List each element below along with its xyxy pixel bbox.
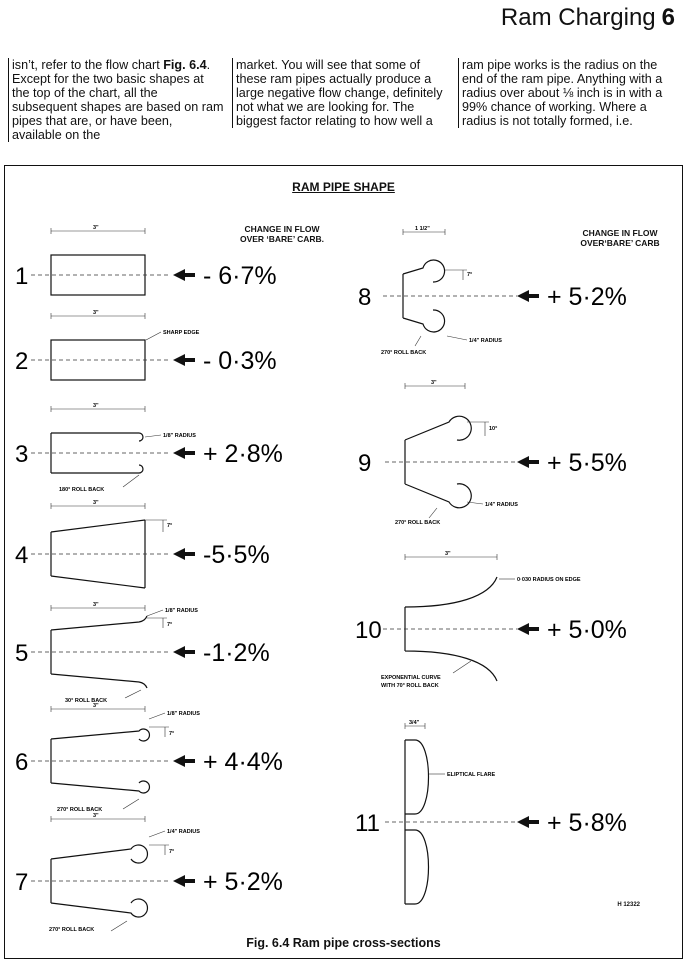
shape-7-angle-mark [149, 845, 169, 855]
shape-7-outline [51, 845, 147, 917]
shape-3-arrow [173, 447, 195, 459]
shape-7-number: 7 [15, 869, 29, 896]
shape-6-flow-change: + 4·4% [203, 748, 283, 776]
column-header-right: CHANGE IN FLOW OVER‘BARE’ CARB [580, 228, 660, 248]
shape-1-dimension-label: 3" [93, 225, 99, 231]
shape-5-leader-rollback [125, 690, 141, 698]
shape-5-label-radius: 1/8" RADIUS [165, 608, 198, 614]
shape-8-angle-mark [445, 270, 467, 280]
shape-10-arrow [517, 623, 539, 635]
figure-code: H 12322 [617, 902, 640, 908]
shape-8-flow-change: + 5·2% [547, 283, 627, 311]
shape-6-dimension-label: 3" [93, 703, 99, 709]
figure-caption: Fig. 6.4 Ram pipe cross-sections [246, 936, 441, 950]
shape-9-number: 9 [358, 450, 372, 477]
shape-4-number: 4 [15, 542, 29, 569]
shape-7-leader-radius [149, 831, 165, 837]
shape-6-angle-mark [149, 727, 169, 737]
shape-5-dimension-label: 3" [93, 602, 99, 608]
shape-6-label-radius: 1/8" RADIUS [167, 711, 200, 717]
running-header [501, 4, 675, 32]
shape-4-label-angle: 7° [167, 523, 173, 529]
shape-9-leader-rollback [429, 508, 437, 518]
shape-6-label-angle: 7° [169, 731, 175, 737]
text-column-2: market. You will see that some of these ram pipes actually produce a large negative flow change, definitely not what we are looking for. The biggest factor relating to how well a [232, 58, 448, 128]
shape-5-label-angle: 7° [167, 622, 173, 628]
shape-7-label-angle: 7° [169, 849, 175, 855]
column-header-left: CHANGE IN FLOW OVER ‘BARE’ CARB. [239, 224, 325, 244]
shape-11-number: 11 [355, 810, 380, 837]
body-text [8, 58, 678, 150]
shape-8-outline [403, 260, 445, 332]
shape-10-label-edge-radius: 0·030 RADIUS ON EDGE [517, 577, 581, 583]
shape-9-flow-change: + 5·5% [547, 449, 627, 477]
shape-1-flow-change: - 6·7% [203, 262, 277, 290]
shape-10-label-curve-rollback: WITH 70° ROLL BACK [381, 683, 439, 689]
shape-8-number: 8 [358, 284, 372, 311]
shape-7-dimension-label: 3" [93, 813, 99, 819]
shape-2-label-sharp-edge: SHARP EDGE [163, 330, 200, 336]
shape-5-label-rollback: 30° ROLL BACK [65, 698, 108, 704]
shape-11-label-flare: ELIPTICAL FLARE [447, 772, 496, 778]
shape-7-label-radius: 1/4" RADIUS [167, 829, 200, 835]
shape-6-outline [51, 729, 149, 793]
shape-5-arrow [173, 646, 195, 658]
shape-11-arrow [517, 816, 539, 828]
text-column-3: ram pipe works is the radius on the end of the ram pipe. Anything with a radius over about ⅛ inch is in with a 99% chance of working. Where a radius is not totally formed, i.e. [458, 58, 674, 128]
shape-6-arrow [173, 755, 195, 767]
shape-9-label-radius: 1/4" RADIUS [485, 502, 518, 508]
shape-4-angle-mark [145, 520, 167, 532]
shape-4-flow-change: -5·5% [203, 541, 270, 569]
shape-1-number: 1 [15, 263, 29, 290]
chapter-title: Ram Charging [500, 4, 656, 31]
shape-8-label-radius: 1/4" RADIUS [469, 338, 502, 344]
figure-title: RAM PIPE SHAPE [292, 180, 395, 194]
shape-4-dimension-label: 3" [93, 500, 99, 506]
shape-3-label-rollback: 180° ROLL BACK [59, 487, 105, 493]
shape-7-arrow [173, 875, 195, 887]
shape-3-dimension-label: 3" [93, 403, 99, 409]
shape-2-leader [146, 332, 161, 340]
shape-7-leader-rollback [111, 921, 127, 931]
shape-10-leader-curve [453, 661, 471, 673]
shape-6-leader-rollback [123, 799, 139, 809]
figure-ram-pipe-cross-sections [4, 165, 683, 959]
shape-9-arrow [517, 456, 539, 468]
shape-3-leader-rollback [123, 475, 139, 487]
shape-3-flow-change: + 2·8% [203, 440, 283, 468]
chapter-number: 6 [661, 4, 675, 31]
shape-7-flow-change: + 5·2% [203, 868, 283, 896]
shape-1-arrow [173, 269, 195, 281]
shape-8-dimension-label: 1 1/2" [415, 226, 430, 232]
shape-5-angle-mark [147, 618, 167, 628]
text-column-1: isn’t, refer to the flow chart Fig. 6.4. Except for the two basic shapes at the top of the chart, all the subsequent shapes are based on ram pipes that are, or have been, available on the [8, 58, 224, 142]
shape-3-label-radius: 1/8" RADIUS [163, 433, 196, 439]
shape-2-flow-change: - 0·3% [203, 347, 277, 375]
shape-6-number: 6 [15, 749, 29, 776]
shape-9-label-angle: 10° [489, 426, 498, 432]
shape-5-leader-radius [147, 610, 163, 616]
shape-2-arrow [173, 354, 195, 366]
shape-7-label-rollback: 270° ROLL BACK [49, 927, 95, 933]
shape-8-leader-radius [447, 336, 467, 340]
shape-9-label-rollback: 270° ROLL BACK [395, 520, 441, 526]
shape-8-leader-rollback [415, 336, 421, 346]
shape-2-number: 2 [15, 348, 29, 375]
shape-2-dimension-label: 3" [93, 310, 99, 316]
shape-5-flow-change: -1·2% [203, 639, 270, 667]
shape-8-label-rollback: 270° ROLL BACK [381, 350, 427, 356]
ram-pipe-diagram [5, 166, 682, 958]
shape-6-leader-radius [149, 713, 165, 719]
shape-6-label-rollback: 270° ROLL BACK [57, 807, 103, 813]
shape-11-flow-change: + 5·8% [547, 809, 627, 837]
shape-11-dimension-label: 3/4" [409, 720, 420, 726]
shape-8-label-angle: 7° [467, 272, 473, 278]
shape-5-number: 5 [15, 640, 29, 667]
shape-10-flow-change: + 5·0% [547, 616, 627, 644]
shape-8-arrow [517, 290, 539, 302]
shape-10-dimension-label: 3" [445, 551, 451, 557]
shape-4-arrow [173, 548, 195, 560]
shape-3-number: 3 [15, 441, 29, 468]
shape-10-number: 10 [355, 617, 382, 644]
shape-10-label-curve: EXPONENTIAL CURVE [381, 675, 441, 681]
shape-3-leader-radius [145, 435, 161, 437]
shape-9-dimension-label: 3" [431, 380, 437, 386]
